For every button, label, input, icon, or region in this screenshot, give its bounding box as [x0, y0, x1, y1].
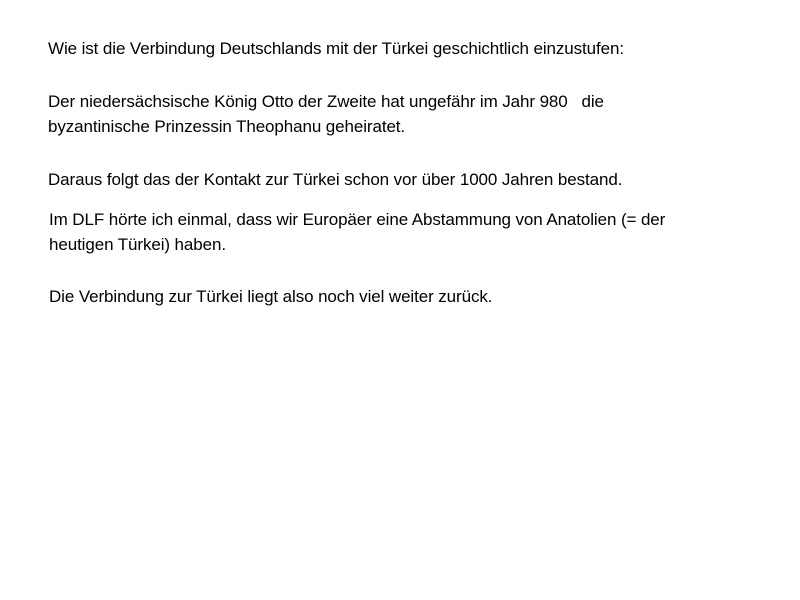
paragraph-conclusion: Die Verbindung zur Türkei liegt also noch viel weiter zurück.: [49, 287, 493, 306]
paragraph-dlf-anatolia: Im DLF hörte ich einmal, dass wir Europäer eine Abstammung von Anatolien (= der heutigen Türkei) haben.: [49, 210, 666, 254]
paragraph-otto-theophanu: Der niedersächsische König Otto der Zweite hat ungefähr im Jahr 980 die byzantinische Prinzessin Theophanu geheiratet.: [48, 92, 604, 136]
question-heading: Wie ist die Verbindung Deutschlands mit der Türkei geschichtlich einzustufen:: [48, 39, 624, 58]
paragraph-contact-1000-years: Daraus folgt das der Kontakt zur Türkei schon vor über 1000 Jahren bestand.: [48, 170, 623, 189]
